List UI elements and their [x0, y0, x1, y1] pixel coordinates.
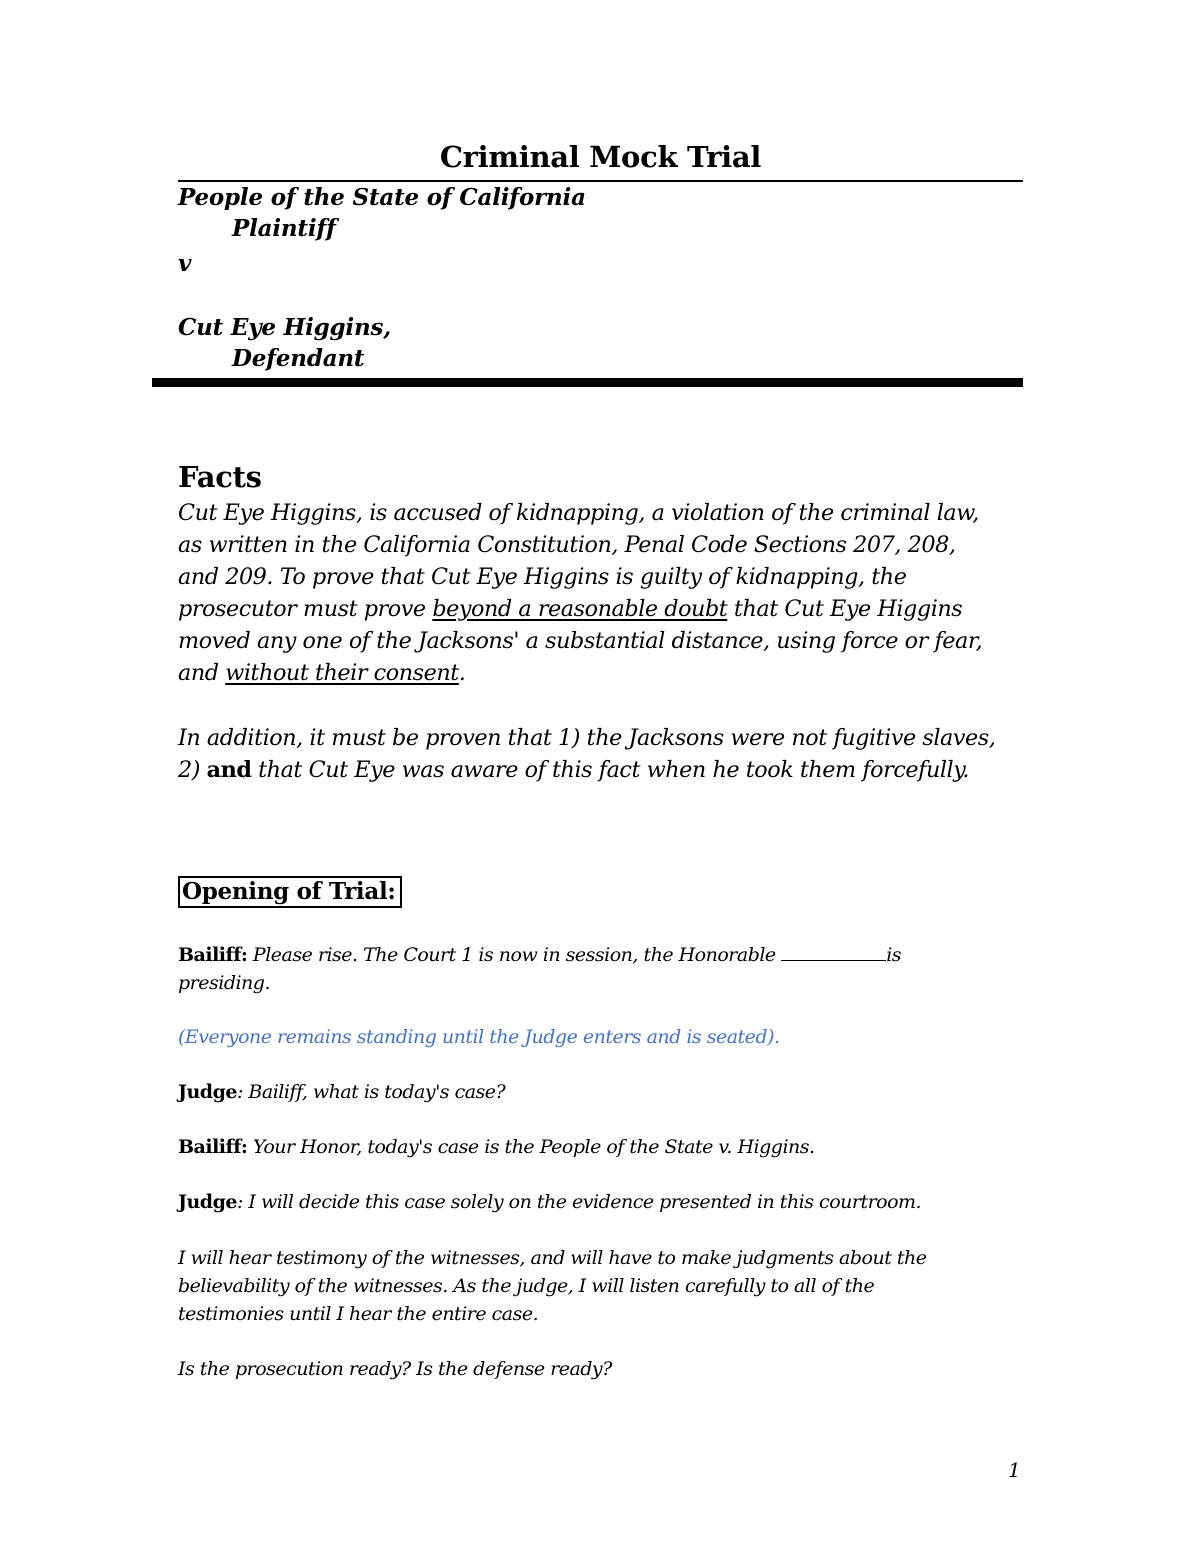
- page-number: 1: [1008, 1458, 1021, 1482]
- judge-speaker-2: Judge: [178, 1191, 237, 1213]
- addition-line-2: [178, 757, 969, 783]
- facts-line-1: Cut Eye Higgins, is accused of kidnapping, a violation of the criminal law,: [178, 500, 979, 526]
- caption-rule: [152, 378, 1023, 387]
- versus-label: v: [178, 250, 192, 277]
- facts-line-6-start: and: [178, 660, 226, 686]
- bailiff-line-2: [178, 1136, 815, 1158]
- stage-direction: (Everyone remains standing until the Judge enters and is seated).: [178, 1026, 780, 1048]
- bailiff-line-1-continued: presiding.: [178, 972, 270, 994]
- document-title: Criminal Mock Trial: [439, 140, 762, 174]
- judge-line-1-text: : Bailiff, what is today's case?: [236, 1081, 506, 1103]
- addition-line-2-start: 2): [178, 757, 207, 783]
- bailiff-speaker: Bailiff:: [178, 944, 248, 966]
- facts-line-5: moved any one of the Jacksons' a substantial distance, using force or fear,: [178, 628, 983, 654]
- plaintiff-role: Plaintiff: [232, 215, 336, 242]
- judge-speaker: Judge: [178, 1081, 237, 1103]
- facts-line-4: [178, 596, 962, 622]
- judge-line-3b: believability of the witnesses. As the judge, I will listen carefully to all of the: [178, 1275, 875, 1297]
- facts-line-2: as written in the California Constitution, Penal Code Sections 207, 208,: [178, 532, 956, 558]
- facts-heading: Facts: [178, 460, 262, 494]
- bailiff-line-2-text: Your Honor, today's case is the People of the State v. Higgins.: [247, 1136, 815, 1158]
- bailiff-speaker-2: Bailiff:: [178, 1136, 248, 1158]
- facts-line-4-end: that Cut Eye Higgins: [727, 596, 963, 622]
- addition-line-2-end: that Cut Eye was aware of this fact when he took them forcefully.: [251, 757, 970, 783]
- defendant-party: Cut Eye Higgins,: [178, 314, 392, 341]
- judge-line-2-text: : I will decide this case solely on the evidence presented in this courtroom.: [236, 1191, 922, 1213]
- addition-line-1: In addition, it must be proven that 1) the Jacksons were not fugitive slaves,: [178, 725, 996, 751]
- addition-and-word: and: [206, 757, 252, 783]
- reasonable-doubt-phrase: beyond a reasonable doubt: [432, 596, 728, 622]
- judge-line-1: [178, 1081, 505, 1103]
- judge-line-3c: testimonies until I hear the entire case.: [178, 1303, 539, 1325]
- facts-line-6: [178, 660, 465, 686]
- title-rule: [178, 180, 1023, 182]
- facts-line-3: and 209. To prove that Cut Eye Higgins is guilty of kidnapping, the: [178, 564, 907, 590]
- judge-line-4: Is the prosecution ready? Is the defense ready?: [178, 1358, 612, 1380]
- bailiff-line-1: [178, 944, 901, 966]
- defendant-role: Defendant: [232, 345, 365, 372]
- facts-line-4-start: prosecutor must prove: [178, 596, 433, 622]
- judge-line-2: [178, 1191, 921, 1213]
- judge-name-blank: [781, 959, 886, 961]
- bailiff-line-1-text: Please rise. The Court 1 is now in session, the Honorable: [247, 944, 782, 966]
- plaintiff-party: People of the State of California: [178, 184, 586, 211]
- bailiff-line-1-end: is: [886, 944, 902, 966]
- judge-line-3a: I will hear testimony of the witnesses, and will have to make judgments about the: [178, 1247, 927, 1269]
- facts-line-6-end: .: [458, 660, 466, 686]
- opening-heading: Opening of Trial:: [178, 876, 402, 908]
- without-consent-phrase: without their consent: [225, 660, 459, 686]
